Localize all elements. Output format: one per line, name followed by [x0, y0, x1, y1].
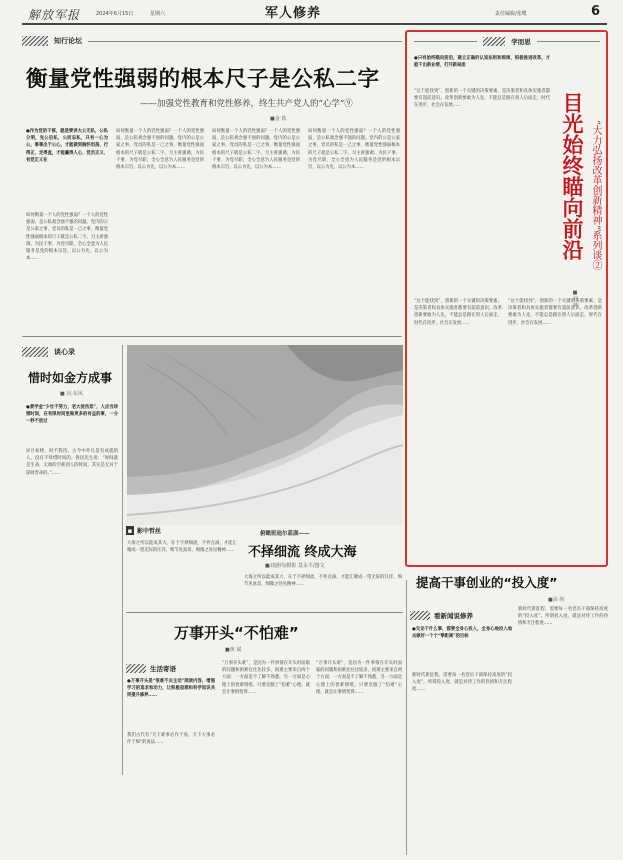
- right-article-author: ■何 坤: [572, 290, 578, 308]
- bottom-right-author: ■高 尚: [548, 597, 565, 603]
- zhongjian-title: 不择细流 终成大海: [248, 545, 357, 560]
- masthead-logo: 解放军报: [28, 8, 81, 22]
- masthead: [0, 0, 623, 30]
- editor-credit: 责任编辑/张鹭: [495, 11, 527, 17]
- wanshi-author: ■黄 斌: [225, 647, 242, 653]
- section-marker-icon: [483, 37, 505, 46]
- right-article-body-col2: “这个能找到”，创新的一个关键的决策要素，是决策者和具体实施者都要有超前意识。改革创新要敢为人先，不能总是跟在别人后面走，时代在进步，社会在发展……: [508, 299, 602, 326]
- kanxin-body-col2: 新时代新征程，需要每一名党员干部保持高度的“投入度”。所谓投入度，就是对待工作的热情和专注程度……: [518, 607, 608, 627]
- lake-photo: [127, 345, 403, 525]
- film-icon: ▪: [127, 526, 133, 535]
- main-article-summary: ●作为党的干部，就是要讲大公无私，公私分明，先公后私，公而忘私，只有一心为公，事事出于公心，才能做到胸怀坦荡、行得正、走得直，才能赢得人心、党员正义、有党正义在: [26, 129, 108, 163]
- wanshi-title: 万事开头“不怕难”: [174, 624, 299, 642]
- zhongjian-caption: 大海之所以能成其大，在于不择细流，不弃点滴，才能汇聚成一望无际的汪洋。细节见真章，细微之处见精神……: [127, 541, 237, 554]
- wanshi-body-col1: “万事开头难”，是因为一件事情在开头时面临的问题和困难往往比较多，困难主要来自两个方面：一方面是不了解不熟悉，另一方面是心理上的畏难情绪。只要克服了“怕难”心理，就会让事情变得……: [222, 661, 310, 695]
- section-marker-icon: [22, 36, 48, 46]
- tanxin-title: 惜时如金方成事: [28, 371, 113, 385]
- kanxin-body-col1: 新时代新征程，需要每一名党员干部保持高度的“投入度”。所谓投入度，就是对待工作的热情和专注程度……: [412, 673, 512, 693]
- kanxin-summary: ●无论干什么事，都要全身心投入，全身心地投入地去做好一个个“零距离”的目标: [412, 627, 512, 640]
- lake-photo-svg: [127, 345, 403, 525]
- main-article-title: 衡量党性强弱的根本尺子是公私二字: [26, 67, 380, 92]
- section-marker-icon: [410, 611, 430, 620]
- column-label-zhongjian: ▪ 影中哲丝: [127, 526, 162, 535]
- section-title: 军人修养: [265, 6, 322, 21]
- right-article-series: “大力弘扬改革创新精神”系列谈②: [590, 120, 601, 271]
- main-article-subtitle: ——加强党性教育和党性修养，终生共产党人的“心学”⑨: [140, 99, 353, 109]
- column-label-xue: 学而思: [414, 34, 600, 48]
- divider-zhongjian: [126, 612, 403, 613]
- column-rule-center: [406, 580, 407, 855]
- tanxin-body: 岁月如梭，时不我待。古今中外凡是有成就的人，没有不珍惜时间的。鲁迅先生说：“时间就是生命，无端的空耗别人的时间，其实是无异于谋财害命的。”……: [26, 449, 118, 476]
- tanxin-summary: ●黄学金“少壮不努力，老大徒伤悲”，人应当珍惜时间，在有限时间里做更多的有益的事，一分一秒不放过: [26, 405, 118, 425]
- masthead-rule: [22, 23, 607, 25]
- section-marker-icon: [126, 664, 146, 673]
- column-label-tanxin: 谈心录: [22, 345, 122, 359]
- main-article-body-col4: 如何衡量一个人的党性强弱？一个人的党性强弱，是公私观念强不强的问题。党内的公是公家之事，党员的私是一己之事，衡量党性强弱根本的尺子就是公私二字。习主席强调，为民干事、为党尽职，全心全意为人民服务是党的根本宗旨，以公为先、以公为本……: [308, 129, 400, 171]
- right-article-body-top: “这个能找到”，创新的一个关键的决策要素，是决策者和具体实施者都要有超前意识。改革创新要敢为人先，不能总是跟在别人后面走，时代在进步，社会在发展……: [414, 89, 550, 109]
- main-article-author: ■金 铁: [270, 116, 287, 122]
- section-marker-icon: [22, 347, 48, 357]
- masthead-weekday: 星期六: [150, 11, 166, 17]
- main-article-body-col1: 如何衡量一个人的党性强弱？一个人的党性强弱，是公私观念强不强的问题。党内的公是公家之事，党员的私是一己之事，衡量党性强弱根本的尺子就是公私二字。习主席强调，为民干事、为党尽职，全心全意为人民服务是党的根本宗旨，以公为先、以公为本……: [26, 213, 108, 262]
- main-article-body-col3: 如何衡量一个人的党性强弱？一个人的党性强弱，是公私观念强不强的问题。党内的公是公家之事，党员的私是一己之事，衡量党性强弱根本的尺子就是公私二字。习主席强调，为民干事、为党尽职，全心全意为人民服务是党的根本宗旨，以公为先、以公为本……: [212, 129, 300, 171]
- column-label-zhishi: 知行论坛: [22, 34, 402, 48]
- divider-main: [22, 336, 402, 337]
- right-article-body-col1: “这个能找到”，创新的一个关键的决策要素，是决策者和具体实施者都要有超前意识。改革创新要敢为人先，不能总是跟在别人后面走，时代在进步，社会在发展……: [414, 299, 502, 326]
- page-number: 6: [591, 4, 601, 19]
- right-article-summary: ●只有始终瞄向前沿，建立正确的认知法则和规律，积极推进改革，才能干出新业绩，打开新局面: [414, 56, 550, 69]
- right-article-title: 目光始终瞄向前沿: [560, 92, 584, 260]
- tanxin-author: ■ 冯 东风: [60, 391, 83, 397]
- bottom-right-title: 提高干事创业的“投入度”: [416, 575, 558, 590]
- wanshi-body-col2: “万事开头难”，是因为一件事情在开头时面临的问题和困难往往比较多，困难主要来自两个方面：一方面是不了解不熟悉，另一方面是心理上的畏难情绪。只要克服了“怕难”心理，就会让事情变得……: [316, 661, 402, 695]
- main-article-body-col2: 如何衡量一个人的党性强弱？一个人的党性强弱，是公私观念强不强的问题。党内的公是公家之事，党员的私是一己之事，衡量党性强弱根本的尺子就是公私二字。习主席强调，为民干事、为党尽职，全心全意为人民服务是党的根本宗旨，以公为先、以公为本……: [116, 129, 204, 171]
- masthead-date: 2024年6月15日: [96, 11, 134, 17]
- zhongjian-lead: 俯瞰班迪尔蓝湖——: [260, 531, 310, 537]
- shenghuo-body: 我们古代有“天下难事必作于易，天下大事必作于细”的说法……: [127, 733, 215, 746]
- shenghuo-summary: ●万事开头是“很难不去主动”阅读内容，增强学习的追求和动力，让积极思想和科学知识共同提升修养……: [127, 679, 215, 699]
- column-label-shenghuo: 生活寄语: [126, 661, 226, 675]
- column-rule-left: [122, 345, 123, 775]
- zhongjian-body: 大海之所以能成其大，在于不择细流，不弃点滴，才能汇聚成一望无际的汪洋。细节见真章，细微之处见精神……: [244, 575, 402, 588]
- column-label-kanxin: 看新闻说修养: [410, 608, 520, 622]
- zhongjian-credit: ■刘港玛/摄影 莫永平/图文: [265, 563, 325, 569]
